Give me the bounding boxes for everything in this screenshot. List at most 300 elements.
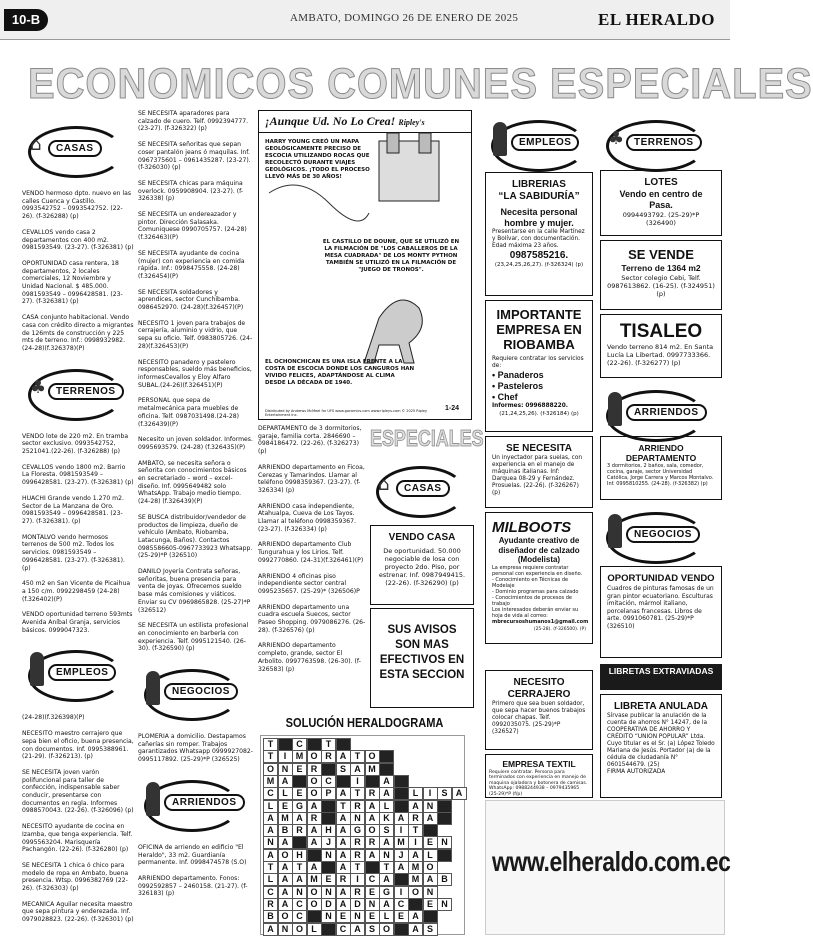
crossword-cell: I: [278, 750, 293, 763]
crossword-cell: [321, 763, 336, 776]
crossword-title: SOLUCIÓN HERALDOGRAMA: [285, 715, 444, 730]
crossword-cell: [321, 923, 336, 936]
crossword-cell: L: [263, 800, 278, 813]
ad-body: Presentarse en la calle Martínez y Bolívar, con documentación. Edad máxima 23 años.: [492, 229, 585, 249]
ad-item: • Pasteleros: [492, 381, 544, 391]
crossword-cell: [437, 800, 452, 813]
listing: AMBATO, se necesita señora o señorita con conocimientos básicos en secretariado – word – excel- diseño. Inf. 0995649482 solo WhatsApp. Trabajo medio tiempo. (24-28) (f.326439)(P): [138, 459, 247, 506]
crossword-cell: T: [263, 861, 278, 874]
crossword-cell: A: [365, 800, 380, 813]
crossword-cell: [423, 910, 438, 923]
librerias-ad: [485, 172, 593, 296]
comic-credit: Distributed by Andrews McMeel for UFS www.gocomics.com www.ripleys.com © 2025 Ripley Entertainment Inc.: [265, 409, 428, 417]
ad-ref: (21,24,25,26). (f-326184) (p): [499, 411, 579, 417]
lotes-ad: [600, 170, 722, 236]
listing: VENDO oportunidad terreno 593mts Avenida Aníbal Granja, servicios básicos. 0999047323.: [22, 611, 133, 634]
ad-item: • Chef: [492, 392, 518, 402]
listing: HUACHI Grande vendo 1.270 m2. Sector de La Manzana de Oro. 0981593549 – 0996428581. (23-27). (f-326381). (p): [22, 494, 124, 525]
crossword-cell: [365, 861, 380, 874]
crossword-cell: B: [263, 910, 278, 923]
crossword-cell: I: [350, 873, 365, 886]
crossword-cell: A: [379, 873, 394, 886]
crossword-cell: N: [263, 836, 278, 849]
ad-firm: FIRMA AUTORIZADA: [607, 769, 666, 775]
crossword-cell: N: [321, 886, 336, 899]
crossword-cell: M: [263, 775, 278, 788]
terrenos-header-2: [600, 112, 722, 168]
crossword-cell: M: [307, 873, 322, 886]
website-url[interactable]: www.elheraldo.com.ec: [492, 846, 731, 877]
crossword-cell: A: [336, 886, 351, 899]
ad-title: LIBRERIAS: [512, 179, 566, 190]
tree-icon: ♣: [608, 128, 625, 149]
crossword-cell: C: [263, 787, 278, 800]
importante-ad: [485, 300, 593, 432]
arriendos-header: [138, 772, 253, 844]
ad-body: La empresa requiere contratar personal con experiencia en diseño.: [492, 564, 583, 577]
crossword-cell: S: [437, 787, 452, 800]
crossword-cell: L: [307, 923, 322, 936]
crossword-cell: A: [307, 861, 322, 874]
ad-body: 3 dormitorios, 2 baños, sala, comedor, cocina, garaje, sector Universidad Católica, Jorge Carrera y Marcos Montalvo. Inf. 0995810255. (24-28). (f-326382) (p): [607, 463, 714, 487]
ad-brand: MILBOOTS: [492, 519, 572, 536]
comic-panel-1: HARRY YOUNG CREÓ UN MAPA GEOLÓGICAMENTE PRECISO DE ESCOCIA UTILIZANDO ROCAS QUE RECOLECTÓ DURANTE VIAJES GEOLÓGICOS. ¡TODO EL PROCESO LLEVÓ MÁS DE 30 AÑOS!: [265, 139, 370, 180]
oportunidad-ad: [600, 566, 722, 658]
crossword-cell: A: [307, 836, 322, 849]
casas-header-2: [370, 458, 475, 520]
ad-need: Necesita personal hombre y mujer.: [500, 207, 578, 228]
crossword-cell: C: [292, 910, 307, 923]
crossword-cell: A: [278, 898, 293, 911]
listing: CEVALLOS vendo casa 2 departamentos con 400 m2. 0981593549. (23-27). (f-326381) (p): [22, 228, 134, 252]
crossword-cell: T: [350, 750, 365, 763]
column-2: [138, 110, 253, 936]
crossword-cell: T: [408, 824, 423, 837]
crossword-cell: M: [408, 873, 423, 886]
ad-body: Requiere contratar los servicios de:: [492, 356, 584, 369]
listing: MONTALVO vendo hermosos terrenos de 500 m2. Todos los servicios. 0981593549 – 0996428581. (23-27). (f-326381). (p): [22, 533, 125, 572]
crossword-cell: G: [350, 824, 365, 837]
crossword-cell: A: [336, 824, 351, 837]
listing: SE NECESITA soldadores y aprendices, sector Cunchibamba. 0986452970. (24-28)(f.326457)(P): [138, 288, 244, 312]
ad-body: Sector colegio Cebi, Telf. 0987613862. (16-25). (f-324951) (p): [607, 274, 715, 298]
crossword-cell: N: [278, 763, 293, 776]
se-vende-ad: [600, 240, 722, 310]
crossword-cell: A: [278, 886, 293, 899]
ad-item: - Conocimiento en Técnicas de Modelaje: [492, 576, 569, 589]
ad-title: SE NECESITA: [506, 443, 572, 454]
ad-body: Primero que sea buen soldador, que sepa hacer buenos trabajos colocar chapas. Telf. 0992035075. (25-29)*P (326527): [492, 701, 586, 735]
casas-label: CASAS: [396, 480, 450, 497]
crossword-cell: C: [292, 738, 307, 751]
crossword-cell: [437, 812, 452, 825]
crossword-cell: E: [336, 910, 351, 923]
house-icon: ⌂: [378, 474, 390, 495]
crossword-cell: [365, 775, 380, 788]
crossword-cell: E: [365, 886, 380, 899]
crossword-cell: E: [292, 763, 307, 776]
crossword-cell: A: [336, 750, 351, 763]
masthead: EL HERALDO: [598, 10, 715, 29]
crossword-cell: O: [365, 750, 380, 763]
ad-title: VENDO CASA: [388, 532, 456, 543]
crossword-cell: I: [394, 886, 409, 899]
crossword-cell: R: [263, 898, 278, 911]
ad-title: TISALEO: [619, 321, 703, 342]
listing: (24-28)(f.326398)(P): [22, 714, 85, 722]
crossword-cell: O: [379, 923, 394, 936]
ad-ref: (23,24,25,26,27). (f-326324) (p): [494, 262, 584, 268]
crossword-cell: S: [336, 763, 351, 776]
crossword-cell: E: [423, 836, 438, 849]
crossword-cell: A: [336, 861, 351, 874]
ad-body: De oportunidad. 50.000 negociable de losa con proyecto 2do. Piso, por estrenar. Inf. 0987949415. (22-26). (f-326290) (p): [378, 547, 466, 587]
ripleys-comic: [258, 110, 472, 420]
crossword-cell: A: [379, 775, 394, 788]
crossword-cell: [307, 738, 322, 751]
listing: NECESITO 1 joven para trabajos de cerrajería, aluminio y vidrio, que sepa su oficio. Telf. 0983805726. (24-28)(f.326453)(P): [138, 319, 253, 350]
crossword-cell: M: [292, 750, 307, 763]
empleos-header-2: [485, 112, 593, 168]
vendo-casa-ad: [370, 525, 474, 605]
ad-title: EMPRESA TEXTIL: [502, 759, 576, 769]
crossword-cell: I: [408, 836, 423, 849]
crossword-cell: L: [379, 800, 394, 813]
crossword-cell: A: [379, 787, 394, 800]
terrenos-header: [22, 361, 134, 433]
crossword-cell: T: [263, 750, 278, 763]
crossword-cell: A: [350, 923, 365, 936]
ad-title: ARRIENDO DEPARTAMENTO: [625, 443, 697, 463]
crossword-cell: R: [321, 750, 336, 763]
crossword-cell: M: [394, 836, 409, 849]
crossword-cell: A: [336, 849, 351, 862]
ad-title: Ayudante creativo de diseñador de calzado (Modelista): [498, 536, 580, 564]
crossword-cell: B: [278, 824, 293, 837]
ad-title: OPORTUNIDAD VENDO: [607, 573, 715, 584]
crossword-cell: T: [292, 861, 307, 874]
crossword-cell: A: [292, 812, 307, 825]
crossword-cell: [379, 763, 394, 776]
crossword-cell: A: [408, 849, 423, 862]
negocios-header: [138, 661, 253, 733]
crossword-cell: O: [423, 861, 438, 874]
crossword-cell: A: [423, 873, 438, 886]
crossword-cell: A: [292, 873, 307, 886]
crossword-cell: N: [321, 910, 336, 923]
crossword-cell: [321, 861, 336, 874]
crossword-cell: T: [263, 738, 278, 751]
crossword-cell: N: [365, 898, 380, 911]
crossword-cell: C: [292, 898, 307, 911]
crossword-cell: O: [278, 849, 293, 862]
cerrajero-ad: [485, 670, 593, 750]
negocios-header-2: [600, 504, 722, 564]
crossword-cell: S: [423, 923, 438, 936]
crossword-cell: R: [350, 849, 365, 862]
negocios-label: NEGOCIOS: [164, 683, 238, 700]
listing: OPORTUNIDAD casa rentera, 18 departamentos, 2 locales comerciales, 12 Noviembre y Unidad Nacional. $ 485.000. 0981593549 – 0996428581. (23-27). (f-326381) (p): [22, 259, 123, 306]
crossword-cell: L: [423, 849, 438, 862]
se-necesita-ad: [485, 436, 593, 508]
crossword-cell: B: [437, 873, 452, 886]
crossword-cell: I: [350, 775, 365, 788]
ad-subtitle: “LA SABIDURÍA”: [498, 191, 580, 202]
crossword-cell: [307, 849, 322, 862]
listing: SE NECESITA ayudante de cocina (mujer) con experiencia en comida rápida. Inf.: 0998475558. (24-28) (f.326454)(P): [138, 249, 245, 280]
crossword-cell: [423, 824, 438, 837]
arriendos-label: ARRIENDOS: [626, 404, 707, 421]
libretas-header: LIBRETAS EXTRAVIADAS: [600, 664, 722, 690]
ad-body: Cuadros de pinturas famosas de un gran pintor ecuatoriano. Esculturas imitación, mármol italiano, porcelanas francesas. Libros de arte. 0991060781. (25-29)*P (326510): [607, 585, 714, 630]
crossword-cell: [379, 750, 394, 763]
crossword-cell: A: [278, 861, 293, 874]
ad-note: Los interesados deberán enviar su hoja de vida al correo:: [492, 606, 579, 619]
crossword-cell: [278, 738, 293, 751]
listing: ARRIENDO departamento una cuadra escuela Suecos, sector Paseo Shopping. 0979086276. (26-28). (f-326576) (p): [258, 603, 366, 634]
listing: ARRIENDO 4 oficinas piso independiente sector central 0995235657. (25-29)* (326506)P: [258, 572, 360, 595]
crossword-cell: T: [350, 787, 365, 800]
crossword-cell: A: [365, 812, 380, 825]
crossword-cell: L: [379, 910, 394, 923]
comic-brand: Ripley's: [398, 118, 425, 127]
empleos-header: [22, 642, 134, 714]
crossword-cell: O: [408, 886, 423, 899]
crossword-cell: A: [278, 775, 293, 788]
crossword-cell: A: [408, 800, 423, 813]
crossword-cell: M: [408, 861, 423, 874]
crossword-cell: A: [307, 824, 322, 837]
crossword-cell: [321, 812, 336, 825]
milboots-ad: [485, 512, 593, 644]
crossword-cell: A: [263, 849, 278, 862]
crossword-cell: O: [263, 763, 278, 776]
arriendos-label: ARRIENDOS: [164, 794, 245, 811]
crossword-cell: E: [292, 787, 307, 800]
section-banner: ECONOMICOS COMUNES ESPECIALES: [28, 60, 813, 108]
dateline: AMBATO, DOMINGO 26 DE ENERO DE 2025: [290, 12, 519, 24]
ad-subtitle: Vendo en centro de Pasa.: [619, 189, 703, 210]
textil-ad: [485, 754, 593, 798]
ad-body: Requiere contratar. Persona para terminados con experiencia en manejo de maquina ojaladora y botonera de camisas. WhatsApp: 0988244938 – 0979435965 (25-29)*P (f/p): [489, 770, 588, 797]
crossword-cell: K: [379, 812, 394, 825]
crossword-cell: G: [292, 800, 307, 813]
crossword-cell: E: [278, 800, 293, 813]
crossword-cell: A: [263, 923, 278, 936]
crossword-cell: E: [365, 910, 380, 923]
crossword-cell: A: [336, 898, 351, 911]
crossword-cell: C: [263, 886, 278, 899]
ad-body: Un inyectador para suelas, con experiencia en el manejo de máquinas italianas. Inf: Darquea 08-29 y Fernández. Prosuelas. (22-26). (f-326267) (p): [492, 455, 583, 496]
crossword-cell: D: [350, 898, 365, 911]
ad-title: LIBRETA ANULADA: [613, 701, 709, 712]
negocios-label: NEGOCIOS: [626, 526, 700, 543]
crossword-cell: L: [263, 873, 278, 886]
crossword-cell: H: [321, 824, 336, 837]
listing: SE NECESITA un endereazador y pintor. Dirección Salasaka. Comuniquese 0990705757. (24-28) (f.326463)(P): [138, 211, 247, 242]
column-1: [22, 118, 134, 936]
casas-label: CASAS: [48, 140, 102, 157]
crossword-cell: O: [307, 886, 322, 899]
listing: SE NECESITA un estilista profesional en conocimiento en barbería con experiencia. Telf. 0995121540. (26-30). (f-326590) (p): [138, 622, 249, 653]
crossword-cell: A: [394, 812, 409, 825]
crossword-cell: R: [408, 812, 423, 825]
ad-email: mbrecursoshumanos1@gmail.com: [492, 618, 589, 625]
arriendo-depto-ad: [600, 436, 722, 500]
person-icon: [608, 514, 622, 548]
libreta-anulada-ad: [600, 694, 722, 798]
crossword-cell: O: [365, 824, 380, 837]
crossword-cell: N: [292, 886, 307, 899]
listing: NECESITO maestro cerrajero que sepa bien el oficio, buena presencia, con documentos. Inf. 0995388961. (21-29). (f-326213). (p): [22, 730, 134, 761]
crossword-cell: [437, 849, 452, 862]
crossword-cell: A: [336, 812, 351, 825]
listing: ARRIENDO casa independiente, Atahualpa, Cueva de Los Tayos. Llamar al teléfono 0998359367. (23-27). (f-326334) (p): [258, 502, 356, 533]
crossword-cell: [394, 787, 409, 800]
ad-title: SE VENDE: [628, 247, 694, 262]
crossword-cell: S: [379, 824, 394, 837]
crossword-cell: A: [408, 923, 423, 936]
crossword-cell: G: [379, 886, 394, 899]
ad-info: Informes: 0996888220.: [492, 403, 568, 409]
crossword-cell: N: [437, 836, 452, 849]
crossword-cell: R: [365, 787, 380, 800]
crossword-cell: T: [336, 800, 351, 813]
crossword-cell: [394, 775, 409, 788]
crossword-cell: R: [365, 836, 380, 849]
ad-item: - Conocimientos de procesos de trabajo: [492, 594, 572, 607]
crossword-cell: O: [292, 923, 307, 936]
listing: SE NECESITA 1 chica ó chico para modelo de ropa en Ambato, buena presencia. Wtsp. 0996382769 (22-26). (f-326303) (p): [22, 861, 129, 893]
terrenos-label: TERRENOS: [626, 134, 702, 151]
listing: SE NECESITA chicas para máquina overlock. 0959908904. (23-27). (f-326338) (p): [138, 179, 244, 203]
crossword-cell: E: [423, 898, 438, 911]
crossword-cell: R: [292, 824, 307, 837]
page-number: 10-B: [4, 9, 48, 31]
crossword-cell: A: [423, 812, 438, 825]
crossword-grid: [260, 735, 465, 935]
listing: PLOMERIA a domicilio. Destapamos cañerías sin romper. Trabajos garantizados Whatsapp 0999927082-0995117892. (25-29)*P (326525): [138, 733, 253, 764]
crossword-cell: A: [336, 787, 351, 800]
crossword-cell: A: [394, 861, 409, 874]
listing: DANILO Joyería Contrata señoras, señoritas, buena presencia para venta de joyas. Ofrecemos sueldo base más comisiones y viáticos. Enviar su CV 0969865828. (25-27)*P (326512): [138, 568, 251, 614]
empleos-label: EMPLEOS: [511, 134, 579, 151]
ad-body: 0994493792. (25-29)*P (326490): [622, 211, 700, 227]
crossword-cell: A: [365, 849, 380, 862]
crossword-cell: O: [307, 775, 322, 788]
crossword-cell: M: [365, 763, 380, 776]
crossword-cell: O: [307, 750, 322, 763]
ad-body: Sírvase publicar la anulación de la cuenta de ahorros N° 14247, de la COOPERATIVA DE AHORRO Y CRÉDITO “UNION POPULAR” Ltda. Cuyo titular es el Sr. (a) López Toledo Mariana de Jesús. Portador (a) de la cédula de ciudadanía N° 0601544679. (25): [607, 713, 715, 768]
listing: VENDO lote de 220 m2. En tramba sector exclusivo. 0993542752, 2521041.(22-26). (f-326288) (p): [22, 432, 129, 456]
listing: 450 m2 en San Vicente de Picaihua a 150 c/m. 0992298459 (24-28)(f.326402)(P): [22, 580, 131, 603]
person-icon: [608, 392, 622, 426]
comic-panel-3: EL OCHONCHICAN ES UNA ISLA FRENTE A LA COSTA DE ESCOCIA DONDE LOS CANGUROS HAN VIVIDO FELICES, ADAPTÁNDOSE AL CLIMA DESDE LA DÉCADA DE 1940.: [265, 359, 415, 386]
crossword-cell: N: [350, 812, 365, 825]
crossword-cell: [394, 923, 409, 936]
ad-title: IMPORTANTE EMPRESA EN RIOBAMBA: [496, 307, 582, 352]
listing: OFICINA de arriendo en edificio "El Heraldo", 33 m2. Guardianía permanente. Inf. 0998474578 (S.O): [138, 843, 247, 867]
listing: CEVALLOS vendo 1800 m2. Barrio La Floresta. 0981593549 – 0996428581. (23-27). (f-326381) (p): [22, 463, 134, 487]
crossword-cell: I: [423, 787, 438, 800]
crossword-cell: [307, 910, 322, 923]
listing: ARRIENDO departamento. Fonos: 0992592857 – 2460158. (21-27). (f-326183) (p): [138, 875, 248, 898]
listing: SE BUSCA distribuidor/vendedor de productos de limpieza, dueño de vehículo (Ambato, Riobamba, Latacunga, Baños). Contactos 0985586605-0967733923 Whatsapp. (25-29)*P (326510): [138, 513, 253, 560]
ad-title: SUS AVISOS SON MAS EFECTIVOS EN ESTA SECCION: [379, 624, 465, 681]
tisaleo-ad: [600, 314, 722, 378]
crossword-cell: O: [307, 787, 322, 800]
crossword-cell: S: [365, 923, 380, 936]
crossword-cell: [292, 775, 307, 788]
crossword-cell: N: [350, 910, 365, 923]
listing: NECESITO panadero y pastelero responsables, sueldo más beneficios, informesCevallos y Eloy Alfaro SUBAL.(24-26)(f.326451)(P): [138, 358, 252, 389]
crossword-cell: R: [350, 836, 365, 849]
listing: ARRIENDO departamento en Ficoa, Cerezas y Tamarindos. Llamar al teléfono 0998359367. (23-27). (f-326334) (p): [258, 463, 365, 494]
especiales-title: ESPECIALES: [370, 425, 484, 451]
crossword-cell: C: [394, 898, 409, 911]
crossword-cell: A: [408, 910, 423, 923]
ad-title: LOTES: [644, 177, 678, 188]
crossword-cell: P: [321, 787, 336, 800]
crossword-cell: O: [307, 898, 322, 911]
listing: DEPARTAMENTO de 3 dormitorios, garaje, familia corta. 2846690 – 0984186472. (22-26). (f-326273) (p): [258, 425, 362, 456]
listing: MECANICA Aguilar necesita maestro que sepa pintura y enderezada. Inf. 0979028823. (22-26). (f-326301) (p): [22, 900, 134, 924]
column-3: [258, 425, 366, 715]
listing: ARRIENDO departamento completo, grande, sector El Arbolito. 0997763598. (26-30). (f-326583) (p): [258, 642, 361, 673]
crossword-cell: N: [379, 849, 394, 862]
crossword-cell: N: [321, 849, 336, 862]
ad-item: • Panaderos: [492, 370, 544, 380]
crossword-cell: A: [379, 898, 394, 911]
listing: Necesito un joven soldador. Informes. 0995693579. (24-28) (f.326435)(P): [138, 436, 253, 451]
crossword-cell: N: [278, 923, 293, 936]
person-icon: [30, 652, 44, 686]
comic-title: ¡Aunque Ud. No Lo Crea!: [265, 114, 396, 128]
person-icon: [146, 782, 160, 816]
crossword-cell: N: [423, 886, 438, 899]
crossword-cell: A: [452, 787, 467, 800]
crossword-cell: [408, 898, 423, 911]
crossword-cell: C: [365, 873, 380, 886]
crossword-cell: T: [350, 861, 365, 874]
crossword-cell: J: [321, 836, 336, 849]
crossword-cell: A: [379, 836, 394, 849]
ad-item: - Dominio programas para calzado: [492, 588, 579, 595]
listing: ARRIENDO departamento Club Tungurahua y los Lirios. Telf. 0992770860. (24-31)(f.326461)(P): [258, 541, 364, 564]
listing: VENDO hermoso dpto. nuevo en las calles Cuenca y Castillo. 0993542752 – 0993542752. (22-26). (f-326288) (p): [22, 190, 132, 221]
crossword-cell: T: [379, 861, 394, 874]
person-icon: [146, 671, 160, 705]
listing: PERSONAL que sepa de metalmecánica para muebles de oficina. Telf. 0987031498.(24-28) (f.326439)(P): [138, 397, 239, 428]
crossword-cell: A: [307, 800, 322, 813]
crossword-cell: [394, 873, 409, 886]
crossword-cell: L: [278, 787, 293, 800]
crossword-cell: I: [394, 824, 409, 837]
crossword-cell: C: [336, 923, 351, 936]
crossword-cell: J: [394, 849, 409, 862]
crossword-cell: L: [408, 787, 423, 800]
crossword-cell: H: [292, 849, 307, 862]
crossword-cell: A: [336, 836, 351, 849]
crossword-cell: R: [307, 812, 322, 825]
ad-subtitle: Terreno de 1364 m2: [621, 263, 701, 273]
crossword-cell: [394, 800, 409, 813]
crossword-cell: M: [278, 812, 293, 825]
listing: SE NECESITA señoritas que sepan coser pantalón jeans ó maquilas. Inf. 0967375601 – 0961435287. (23-27). (f-326030) (p): [138, 141, 251, 172]
crossword-cell: A: [263, 812, 278, 825]
crossword-cell: [336, 738, 351, 751]
crossword-cell: R: [350, 800, 365, 813]
